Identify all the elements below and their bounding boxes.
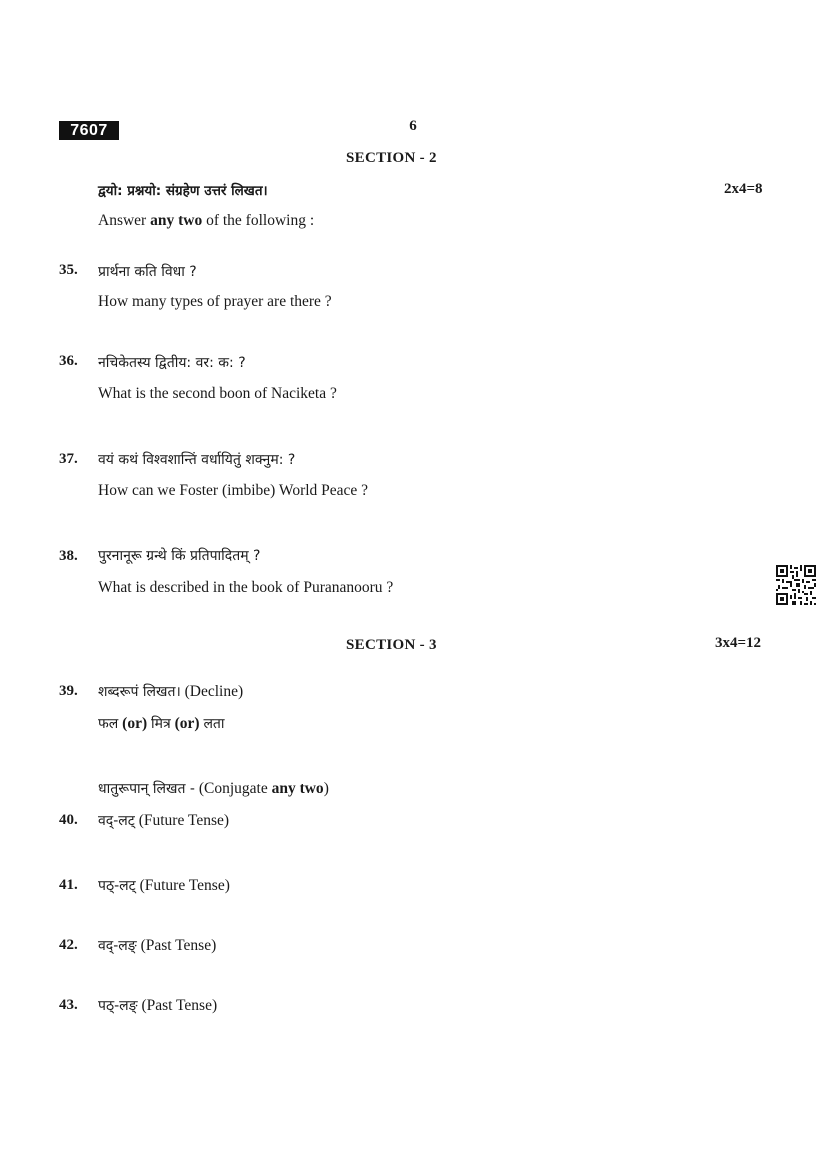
question-sanskrit: पुरनानूरू ग्रन्थे किं प्रतिपादितम् ? <box>98 548 261 564</box>
question-english: What is described in the book of Purananooru ? <box>98 579 394 596</box>
question-number: 35. <box>59 262 78 278</box>
instruction-post: of the following : <box>202 212 315 229</box>
verb-question <box>98 811 229 830</box>
or-label: (or) <box>122 715 148 732</box>
verb-root: वद्-लट् <box>98 813 135 829</box>
question-sanskrit: प्रार्थना कति विधा ? <box>98 264 197 280</box>
section-3-title: SECTION - 3 <box>346 637 437 653</box>
section-2-instruction-sanskrit <box>98 181 268 200</box>
section-2-instruction-english <box>98 212 314 230</box>
verb-root: पठ्-लट् <box>98 878 136 894</box>
verb-tense: (Past Tense) <box>137 997 218 1014</box>
question-number: 42. <box>59 937 78 953</box>
verb-root: वद्-लङ् <box>98 938 137 954</box>
paper-code-badge: 7607 <box>59 121 119 140</box>
option-word: फल <box>98 716 119 732</box>
page-number: 6 <box>409 118 417 134</box>
or-label: (or) <box>174 715 200 732</box>
question-sanskrit: वयं कथं विश्वशान्तिं वर्धायितुं शक्नुम: ? <box>98 452 296 468</box>
verb-tense: (Past Tense) <box>136 937 217 954</box>
verb-tense: (Future Tense) <box>135 877 230 894</box>
option-word: लता <box>203 716 225 732</box>
question-39-options <box>98 714 225 733</box>
conjugate-sanskrit: धातुरूपान् लिखत - <box>98 781 195 797</box>
question-english: How can we Foster (imbibe) World Peace ? <box>98 482 369 499</box>
verb-question <box>98 876 230 895</box>
conjugate-instruction <box>98 779 329 798</box>
instruction-sanskrit-text: द्वयो: प्रश्नयो: संग्रहेण उत्तरं लिखत। <box>98 183 268 199</box>
conjugate-bold: any two <box>271 780 324 797</box>
instruction-bold: any two <box>150 212 203 229</box>
question-english: What is the second boon of Naciketa ? <box>98 385 337 402</box>
section-3-marks: 3x4=12 <box>715 635 762 651</box>
question-number: 37. <box>59 451 78 467</box>
instruction-pre: Answer <box>98 212 151 229</box>
conjugate-pre: (Conjugate <box>194 780 272 797</box>
question-number: 41. <box>59 877 78 893</box>
question-number: 43. <box>59 997 78 1013</box>
verb-question <box>98 996 217 1015</box>
conjugate-post: ) <box>323 780 329 797</box>
verb-root: पठ्-लङ् <box>98 998 138 1014</box>
question-number: 38. <box>59 548 78 564</box>
question-number: 36. <box>59 353 78 369</box>
decline-sanskrit: शब्दरूपं लिखत। <box>98 684 181 700</box>
question-39-text <box>98 682 243 701</box>
question-sanskrit: नचिकेतस्य द्वितीय: वर: क: ? <box>98 355 246 371</box>
question-number: 39. <box>59 683 78 699</box>
question-english: How many types of prayer are there ? <box>98 293 332 310</box>
decline-english: (Decline) <box>180 683 244 700</box>
qr-code-icon <box>776 565 816 605</box>
verb-tense: (Future Tense) <box>134 812 230 829</box>
section-2-title: SECTION - 2 <box>346 150 437 166</box>
verb-question <box>98 936 216 955</box>
section-2-marks: 2x4=8 <box>724 181 763 197</box>
option-word: मित्र <box>151 716 171 732</box>
question-number: 40. <box>59 812 78 828</box>
